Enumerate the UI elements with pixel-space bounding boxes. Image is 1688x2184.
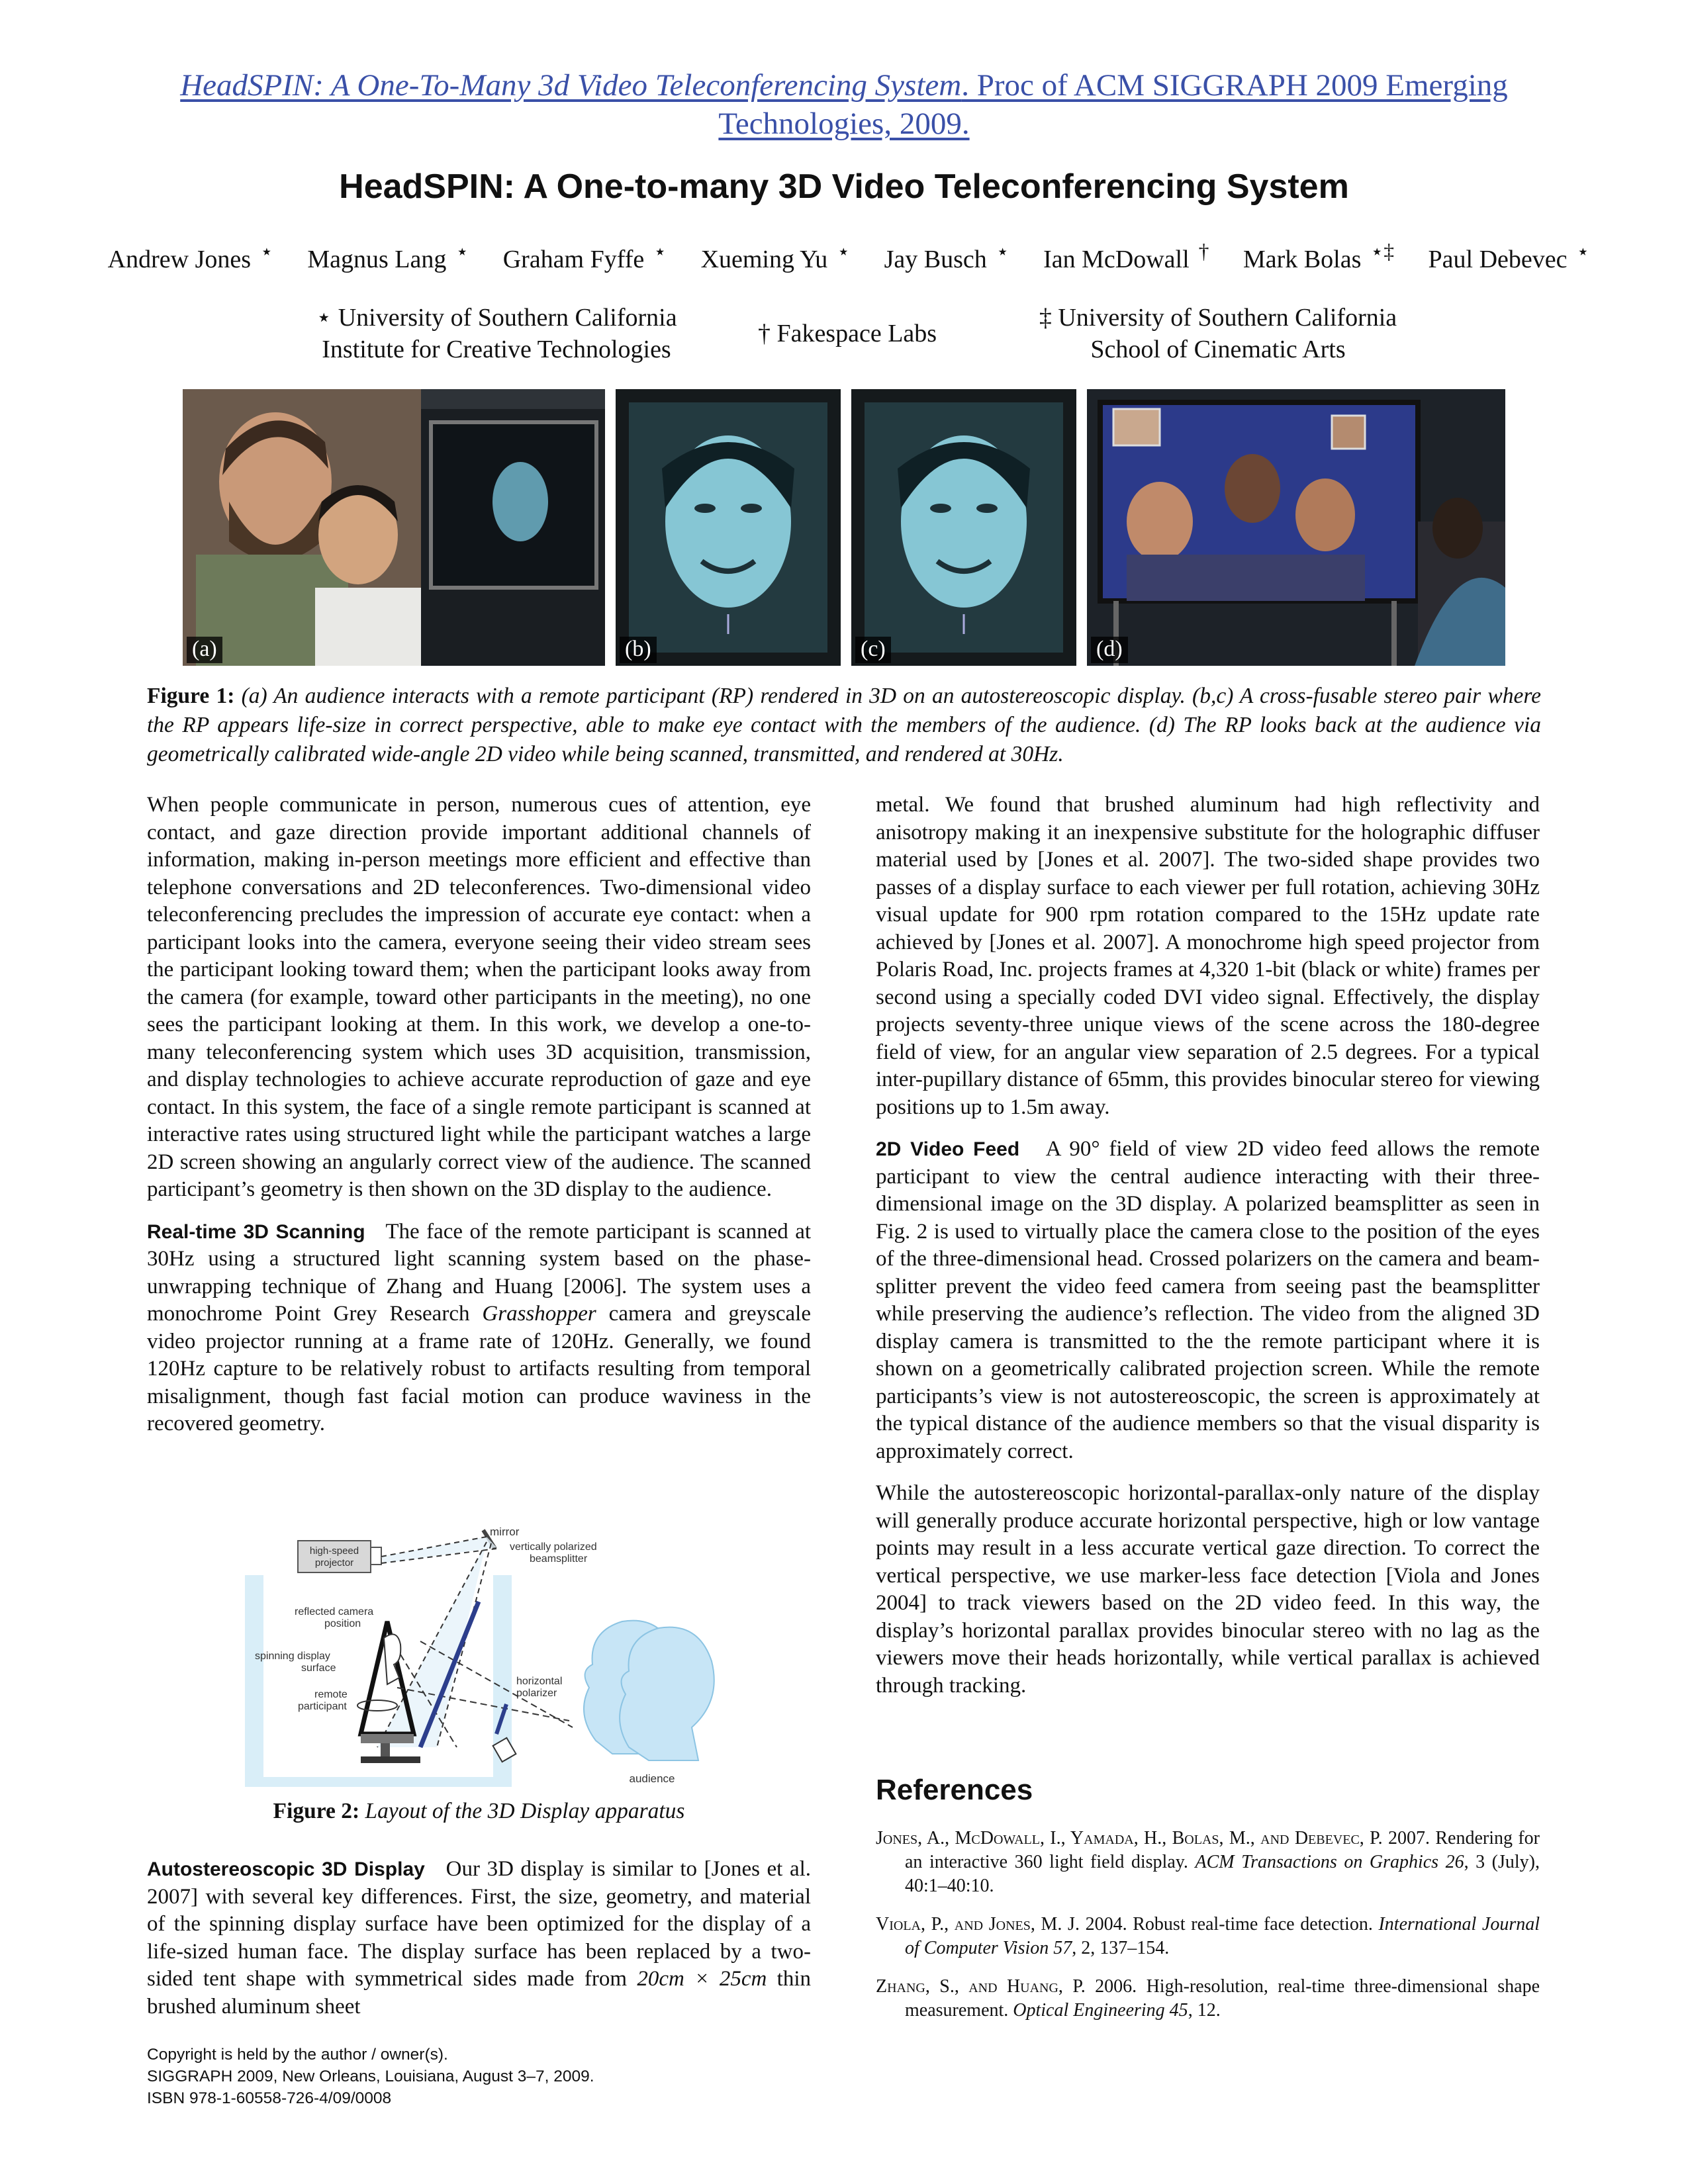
- author: Magnus Lang ⋆: [307, 240, 469, 273]
- reference-list: [876, 1827, 1540, 2037]
- label-remote-line1: remote: [314, 1689, 348, 1700]
- intro-paragraph: When people communicate in person, numerous cues of attention, eye contact, and gaze direction provide important additional channels of information, making in-person meetings more efficient and effective than telephone conversations and 2D teleconferences. Two-dimensional video teleconferencing precludes the impression of accurate eye contact: when a participant looks into the camera, everyone seeing their video stream sees the participant looking toward them; when the participant looks away from the camera (for example, toward other participants in the meeting), no one sees the participant looking at them. In this work, we develop a one-to-many teleconferencing system which uses 3D acquisition, transmission, and display technologies to achieve accurate reproduction of gaze and eye contact. In this system, the face of a single remote participant is scanned at interactive rates using structured light while the participant watches a large 2D screen showing an angularly correct view of the audience. The scanned participant’s geometry is then shown on the 3D display to the audience.: [147, 793, 811, 1201]
- label-surface-line2: surface: [301, 1662, 336, 1674]
- citation-header: [99, 66, 1589, 143]
- scanning-paragraph: Real-time 3D Scanning The face of the remote participant is scanned at 30Hz using a structured light scanning system based on the phase-unwrapping technique of Zhang and Huang [2006]. The system uses a monochrome Point Grey Research Grasshopper camera and greyscale video projector running at a frame rate of 120Hz. Generally, we found 120Hz capture to be relatively robust to artifacts resulting from temporal misalignment, though fast facial motion can produce waviness in the recovered geometry.: [147, 1219, 812, 1435]
- figure1-label-b: (b): [620, 637, 657, 663]
- author: Ian McDowall †: [1043, 240, 1209, 273]
- figure1-label-a: (a): [187, 637, 222, 663]
- figure1-photo-c: [851, 389, 1076, 666]
- affiliation-fakespace: † Fakespace Labs: [757, 320, 937, 347]
- label-audience: audience: [629, 1772, 675, 1785]
- body-column-left: [147, 792, 811, 1438]
- stereo-face-right-illustration: [851, 389, 1076, 666]
- audience-photo-illustration: [183, 389, 605, 666]
- affiliation-usc-sca: ‡ University of Southern California School of Cinematic Arts: [1039, 304, 1397, 363]
- author: Paul Debevec ⋆: [1428, 240, 1590, 273]
- affiliation-usc-ict: ⋆ University of Southern California Institute for Creative Technologies: [316, 304, 677, 363]
- figure1-photo-d: [1087, 389, 1505, 666]
- reference-item: Zhang, S., and Huang, P. 2006. High-resolution, real-time three-dimensional shape measurement. Optical Engineering 45, 12.: [876, 1976, 1540, 2021]
- label-projector-line2: projector: [314, 1557, 354, 1569]
- display-continued-paragraph: metal. We found that brushed aluminum had high reflectivity and anisotropy making it an inexpensive substitute for the holographic diffuser material used by [Jones et al. 2007]. The two-sided shape provides two passes of a display surface to each viewer per full rotation, achieving 30Hz visual update for 900 rpm rotation compared to the 15Hz update rate achieved by [Jones et al. 2007]. A monochrome high speed projector from Polaris Road, Inc. projects frames at 4,320 1-bit (black or white) frames per second using a specially coded DVI video signal. Effectively, the display projects seventy-three unique views of the scene across the 180-degree field of view, for an angular view separation of 2.5 degrees. For a typical inter-pupillary distance of 65mm, this provides binocular stereo for viewing positions up to 1.5m away.: [876, 793, 1540, 1119]
- reference-item: Jones, A., McDowall, I., Yamada, H., Bolas, M., and Debevec, P. 2007. Rendering for an interactive 360 light field display. ACM Transactions on Graphics 26, 3 (July), 40:1–40:10.: [876, 1828, 1540, 1896]
- label-polarizer-line2: polarizer: [516, 1688, 557, 1699]
- label-polarizer-line1: horizontal: [516, 1676, 563, 1687]
- figure2-apparatus-diagram: [245, 1522, 722, 1787]
- paper-title: HeadSPIN: A One-to-many 3D Video Teleconferencing System: [339, 167, 1349, 206]
- parallax-paragraph: While the autostereoscopic horizontal-parallax-only nature of the display will generally produce accurate horizontal perspective, high or low vantage points may result in a less accurate vertical gaze direction. To correct the vertical perspective, we use marker-less face detection [Viola and Jones 2004] to track viewers based on the 2D video feed. In this way, the display’s horizontal parallax provides binocular stereo with no lag as the viewers move their heads horizontally, while vertical parallax is achieved through tracking.: [876, 1481, 1540, 1698]
- label-mirror: mirror: [490, 1525, 520, 1538]
- label-beamsplitter-line1: vertically polarized: [510, 1541, 597, 1553]
- author: Jay Busch ⋆: [884, 240, 1009, 273]
- remote-view-illustration: [1087, 389, 1505, 666]
- reference-item: Viola, P., and Jones, M. J. 2004. Robust real-time face detection. International Journal of Computer Vision 57, 2, 137–154.: [876, 1914, 1540, 1958]
- figure1-photo-a: [183, 389, 605, 666]
- label-projector-line1: high-speed: [309, 1545, 359, 1557]
- author: Graham Fyffe ⋆: [502, 240, 667, 273]
- figure2-caption: Figure 2: Layout of the 3D Display apparatus: [273, 1799, 685, 1823]
- venue-link[interactable]: . Proc of ACM SIGGRAPH 2009 Emerging Technologies, 2009.: [718, 68, 1508, 141]
- author-list: [66, 240, 1622, 274]
- author: Mark Bolas ⋆‡: [1243, 240, 1395, 273]
- label-camera-line1: reflected camera: [295, 1606, 374, 1617]
- label-remote-line2: participant: [298, 1701, 347, 1712]
- label-camera-line2: position: [324, 1618, 361, 1629]
- copyright-footer: Copyright is held by the author / owner(s). SIGGRAPH 2009, New Orleans, Louisiana, August 3–7, 2009. ISBN 978-1-60558-726-4/09/0008: [147, 2046, 594, 2107]
- figure1-photo-b: [616, 389, 841, 666]
- label-beamsplitter-line2: beamsplitter: [530, 1553, 588, 1565]
- references-heading: References: [876, 1774, 1033, 1806]
- body-column-right: [876, 792, 1540, 1700]
- figure1-caption: Figure 1: (a) An audience interacts with a remote participant (RP) rendered in 3D on an autostereoscopic display. (b,c) A cross-fusable stereo pair where the RP appears life-size in correct perspective, able to make eye contact with the members of the audience. (d) The RP looks back at the audience via geometrically calibrated wide-angle 2D video while being scanned, transmitted, and rendered at 30Hz.: [147, 684, 1541, 766]
- label-surface-line1: spinning display: [255, 1651, 330, 1662]
- stereo-face-left-illustration: [616, 389, 841, 666]
- figure1-label-d: (d): [1091, 637, 1128, 663]
- autostereo-paragraph: Autostereoscopic 3D Display Our 3D display is similar to [Jones et al. 2007] with several key differences. First, the size, geometry, and material of the spinning display surface have been optimized for the display of a life-sized human face. The display surface has been replaced by a two-sided tent shape with symmetrical sides made from 20cm × 25cm thin brushed aluminum sheet: [147, 1857, 812, 2019]
- section-heading: Real-time 3D Scanning: [147, 1220, 365, 1243]
- figure1-label-c: (c): [855, 637, 891, 663]
- author: Andrew Jones ⋆: [107, 240, 273, 273]
- section-heading: Autostereoscopic 3D Display: [147, 1858, 425, 1880]
- paper-title-link[interactable]: HeadSPIN: A One-To-Many 3d Video Teleconferencing System: [180, 68, 962, 103]
- section-heading: 2D Video Feed: [876, 1138, 1020, 1160]
- video-feed-paragraph: 2D Video Feed A 90° field of view 2D video feed allows the remote participant to view the central audience interacting with their three-dimensional image on the 3D display. A polarized beamsplitter as seen in Fig. 2 is used to virtually place the camera close to the position of the eyes of the three-dimensional head. Crossed polarizers on the camera and beam-splitter prevent the video feed camera from seeing past the beamsplitter while preserving the audience’s reflection. The video from the aligned 3D display camera is transmitted to the the remote participant where it is shown on a geometrically calibrated projection screen. While the remote participants’s view is not autostereoscopic, the screen is approximately at the typical distance of the audience members so that the visual disparity is approximately correct.: [876, 1137, 1540, 1463]
- author: Xueming Yu ⋆: [700, 240, 851, 273]
